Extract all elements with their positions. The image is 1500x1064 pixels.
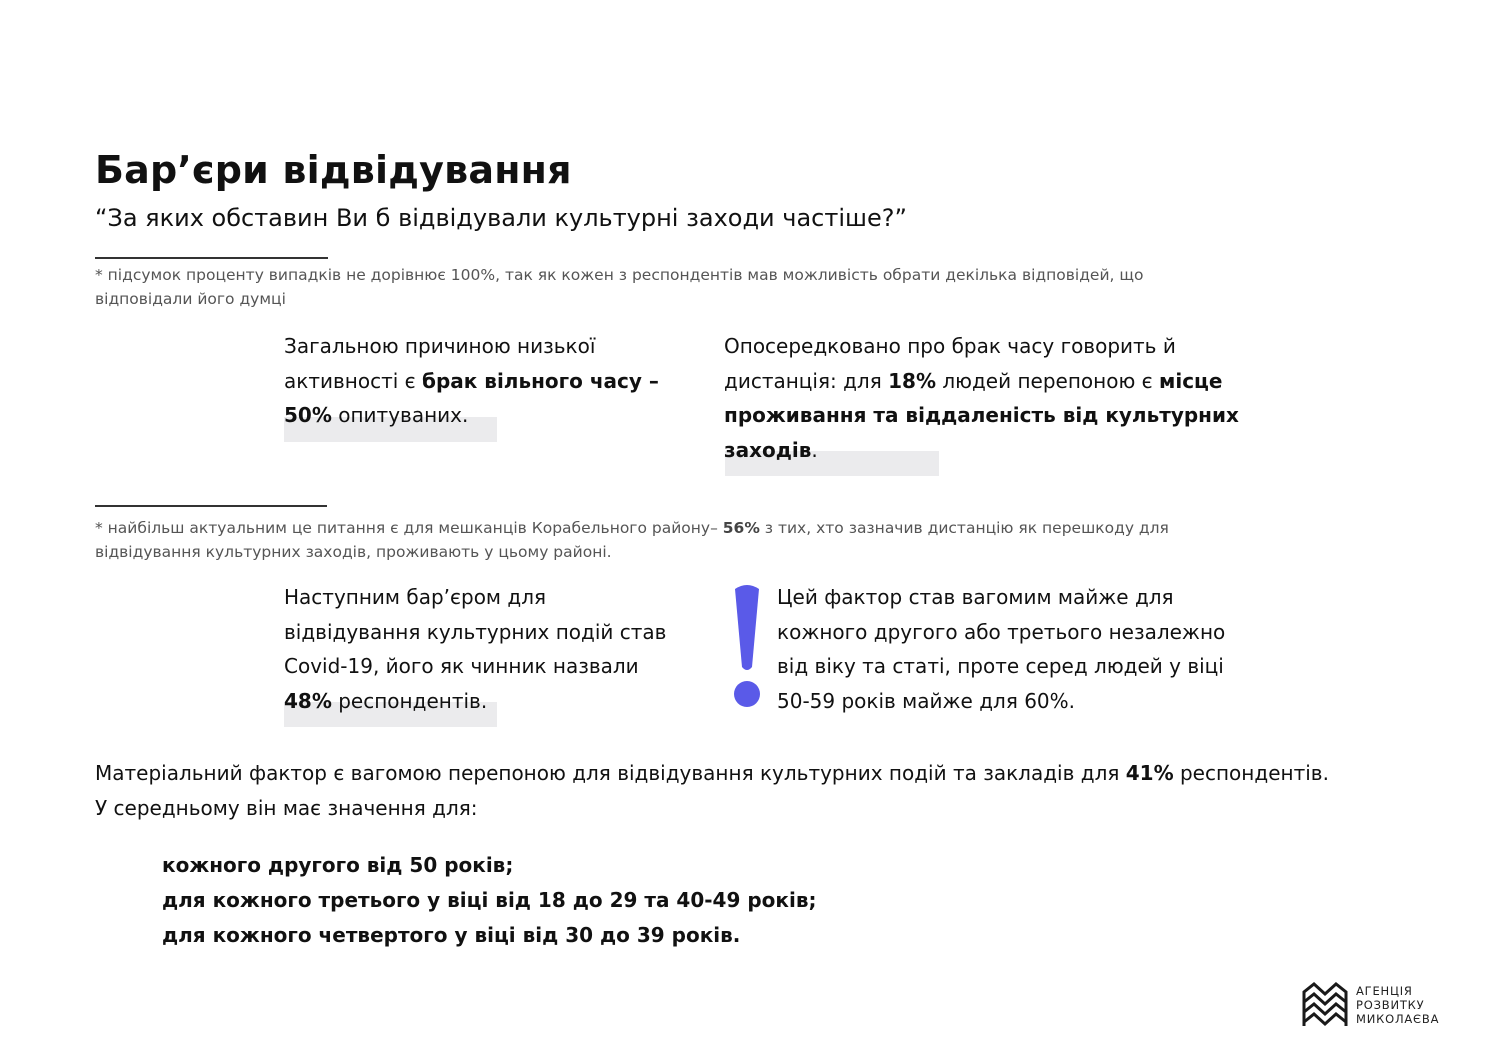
list-item: для кожного третього у віці від 18 до 29 та 40-49 років; [162, 888, 817, 912]
survey-question: “За яких обставин Ви б відвідували культурні заходи частіше?” [95, 204, 907, 232]
footnote-divider-1 [95, 257, 328, 259]
text-block-material: Матеріальний фактор є вагомою перепоною для відвідування культурних подій та закладів для 41% респондентів. У середньому він має значення для: [95, 761, 1329, 820]
footnote-2: * найбільш актуальним це питання є для мешканців Корабельного району– 56% з тих, хто зазначив дистанцію як перешкоду для відвідування культурних заходів, проживають у цьому районі. [95, 519, 1169, 561]
text-block-distance: Опосередковано про брак часу говорить й дистанція: для 18% людей перепоною є місце проживання та віддаленість від культурних заходів. [724, 334, 1239, 462]
footnote-1: * підсумок проценту випадків не дорівнює 100%, так як кожен з респондентів мав можливість обрати декілька відповідей, що відповідали його думці [95, 266, 1144, 308]
text-block-free-time: Загальною причиною низької активності є брак вільного часу – 50% опитуваних. [284, 334, 659, 427]
list-item: кожного другого від 50 років; [162, 853, 514, 877]
text-block-covid-age: Цей фактор став вагомим майже для кожного другого або третього незалежно від віку та статі, проте серед людей у віці 50-59 років майже для 60%. [777, 585, 1226, 713]
page-title: Бар’єри відвідування [95, 148, 572, 192]
footnote-divider-2 [95, 505, 327, 507]
logo-text: АГЕНЦІЯ РОЗВИТКУ МИКОЛАЄВА [1356, 984, 1440, 1026]
text-block-covid: Наступним бар’єром для відвідування культурних подій став Covid-19, його як чинник назвали 48% респондентів. [284, 585, 667, 713]
agency-logo [1301, 982, 1440, 1034]
exclamation-icon [731, 583, 763, 711]
list-item: для кожного четвертого у віці від 30 до 39 років. [162, 923, 741, 947]
logo-mark-icon [1301, 982, 1349, 1030]
material-groups-list [162, 848, 816, 953]
